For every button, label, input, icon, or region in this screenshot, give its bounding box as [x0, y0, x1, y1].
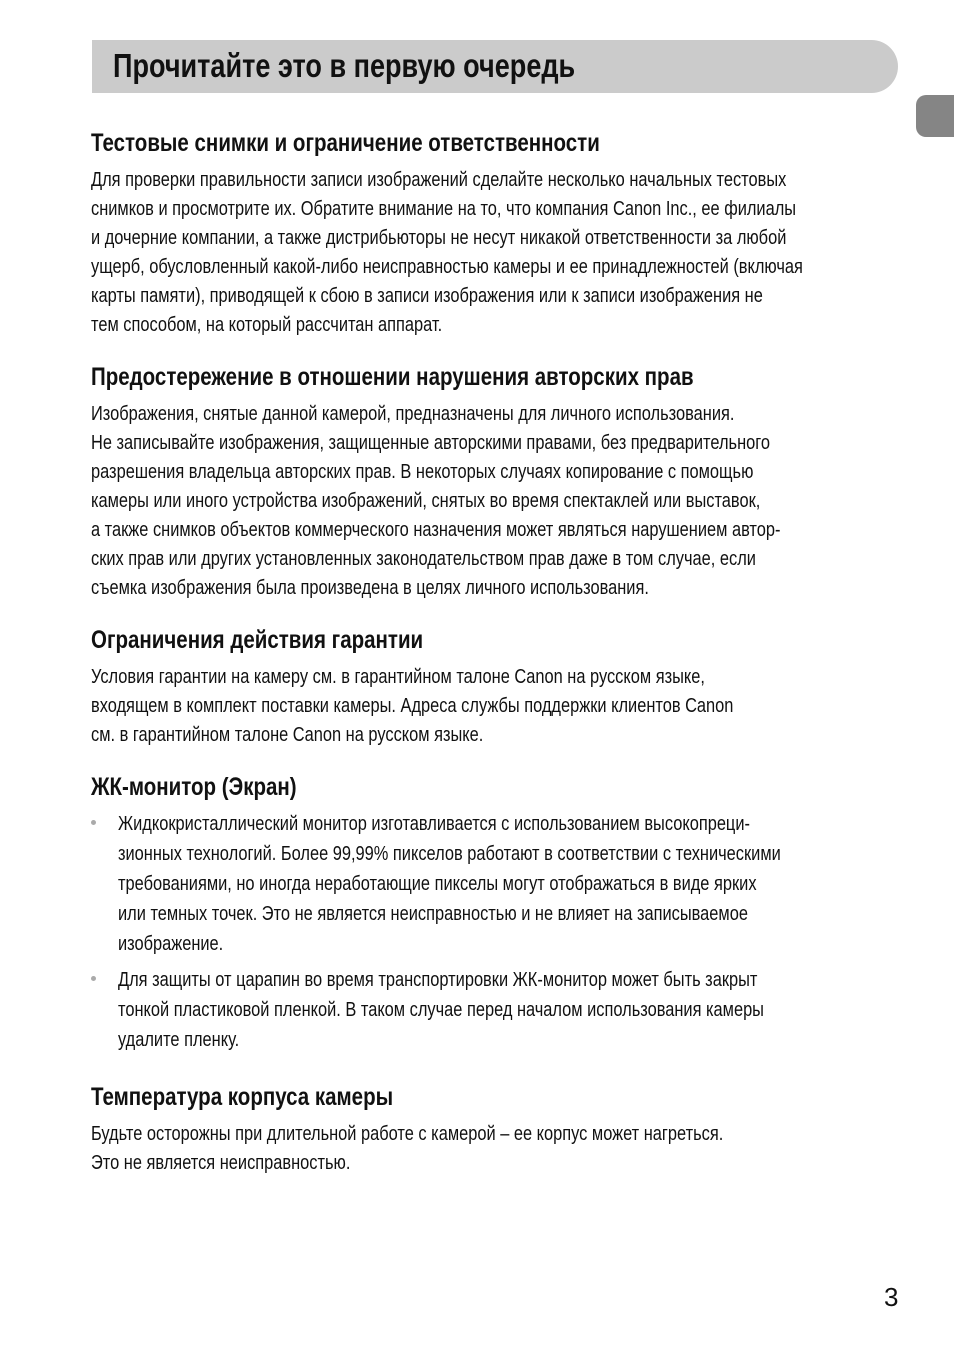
- text-line: снимков и просмотрите их. Обратите внимание на то, что компания Canon Inc., ее филиалы: [91, 197, 797, 220]
- text-line: Жидкокристаллический монитор изготавливается с использованием высокопреци-: [118, 812, 750, 835]
- camera-temperature-section: [91, 1082, 906, 1177]
- bullet-item: [91, 965, 906, 1055]
- text-line: зионных технологий. Более 99,99% пикселов работают в соответствии с техническими: [118, 842, 781, 865]
- text-line: Условия гарантии на камеру см. в гарантийном талоне Canon на русском языке,: [91, 665, 705, 688]
- section-heading: Ограничения действия гарантии: [91, 626, 424, 654]
- text-line: камеры или иного устройства изображений, снятых во время спектаклей или выставок,: [91, 489, 761, 512]
- text-line: Не записывайте изображения, защищенные авторскими правами, без предварительного: [91, 431, 770, 454]
- text-line: требованиями, но иногда неработающие пикселы могут отображаться в виде ярких: [118, 872, 757, 895]
- text-line: ущерб, обусловленный какой-либо неисправностью камеры и ее принадлежностей (включая: [91, 255, 803, 278]
- paragraph: [91, 165, 906, 339]
- text-line: см. в гарантийном талоне Canon на русском языке.: [91, 723, 484, 746]
- text-line: Для проверки правильности записи изображений сделайте несколько начальных тестовых: [91, 168, 787, 191]
- text-line: или темных точек. Это не является неисправностью и не влияет на записываемое: [118, 902, 748, 925]
- bullet-item: [91, 809, 906, 959]
- text-line: Это не является неисправностью.: [91, 1151, 351, 1174]
- title-bar: [92, 40, 898, 93]
- section-heading: Температура корпуса камеры: [91, 1083, 394, 1111]
- chapter-tab: [916, 95, 954, 137]
- text-line: изображение.: [118, 932, 224, 955]
- text-line: входящем в комплект поставки камеры. Адреса службы поддержки клиентов Canon: [91, 694, 734, 717]
- text-line: а также снимков объектов коммерческого назначения может являться нарушением автор-: [91, 518, 781, 541]
- text-line: тонкой пластиковой пленкой. В таком случае перед началом использования камеры: [118, 998, 764, 1021]
- copyright-section: [91, 362, 906, 602]
- section-heading: Тестовые снимки и ограничение ответственности: [91, 129, 600, 157]
- text-line: Будьте осторожны при длительной работе с камерой – ее корпус может нагреться.: [91, 1122, 724, 1145]
- paragraph: [91, 662, 906, 749]
- test-shots-section: [91, 128, 906, 339]
- text-line: карты памяти), приводящей к сбою в записи изображения или к записи изображения не: [91, 284, 763, 307]
- lcd-monitor-section: [91, 772, 906, 1061]
- text-line: ских прав или других установленных законодательством прав даже в том случае, если: [91, 547, 756, 570]
- paragraph: [91, 399, 906, 602]
- page-number: 3: [884, 1282, 899, 1312]
- section-heading: ЖК-монитор (Экран): [91, 773, 297, 801]
- bullet-icon: [91, 976, 96, 981]
- text-line: и дочерние компании, а также дистрибьюторы не несут никакой ответственности за любой: [91, 226, 787, 249]
- text-line: съемка изображения была произведена в целях личного использования.: [91, 576, 649, 599]
- text-line: разрешения владельца авторских прав. В некоторых случаях копирование с помощью: [91, 460, 754, 483]
- page-title: Прочитайте это в первую очередь: [113, 47, 576, 84]
- text-line: тем способом, на который рассчитан аппарат.: [91, 313, 443, 336]
- text-line: удалите пленку.: [118, 1028, 240, 1051]
- text-line: Для защиты от царапин во время транспортировки ЖК-монитор может быть закрыт: [118, 968, 758, 991]
- paragraph: [91, 1119, 906, 1177]
- bullet-list: [91, 809, 906, 1055]
- bullet-icon: [91, 820, 96, 825]
- section-heading: Предостережение в отношении нарушения авторских прав: [91, 363, 694, 391]
- text-line: Изображения, снятые данной камерой, предназначены для личного использования.: [91, 402, 735, 425]
- warranty-section: [91, 625, 906, 749]
